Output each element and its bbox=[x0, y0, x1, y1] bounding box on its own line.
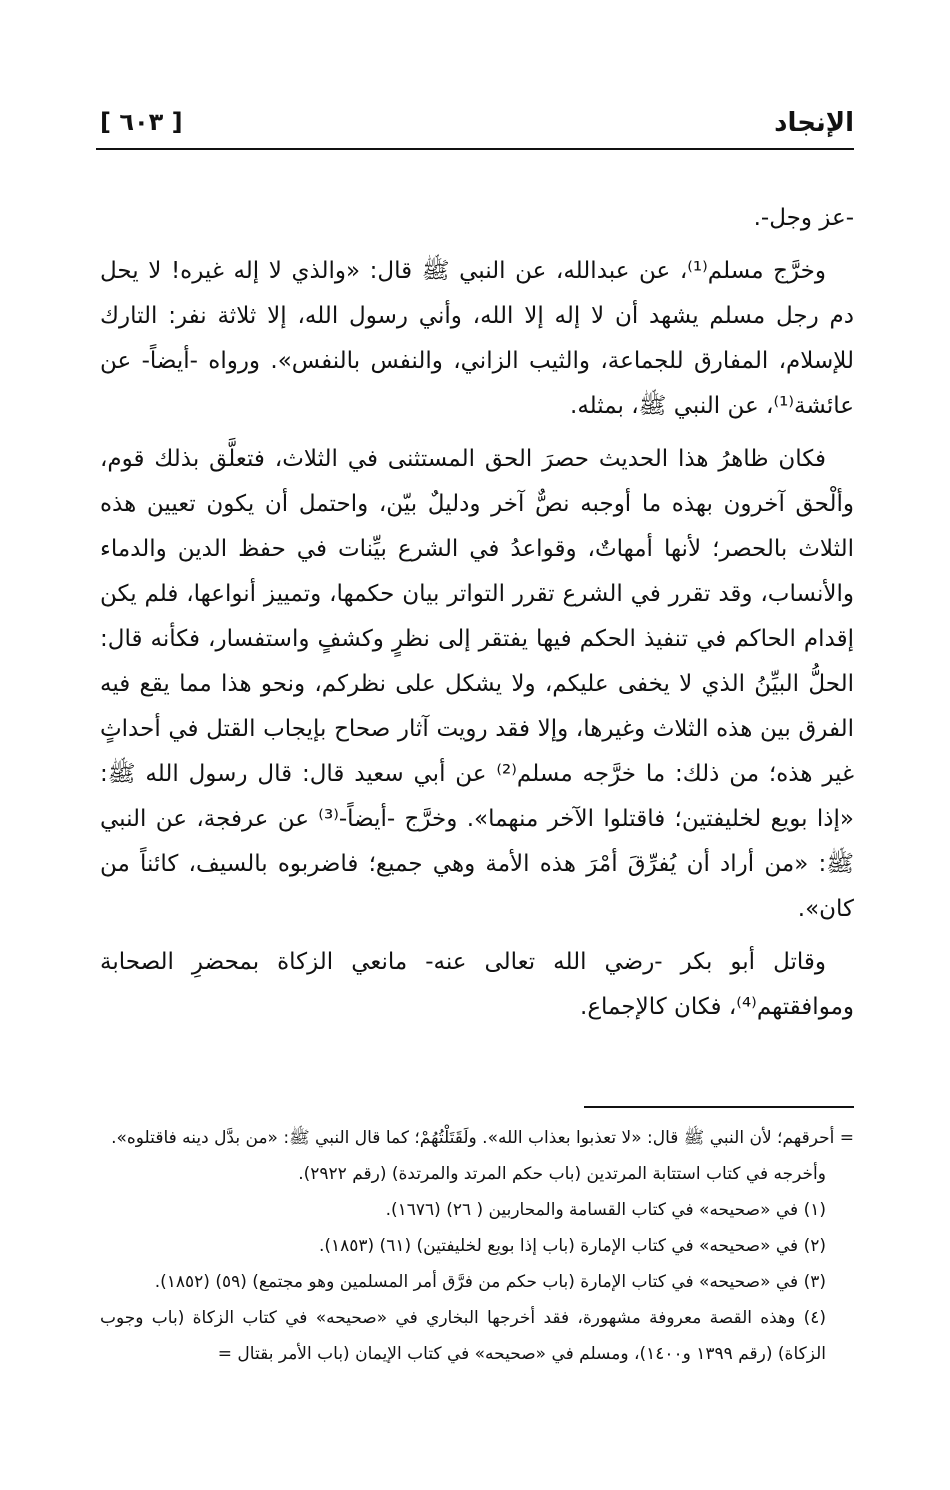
footnote-2: (٢) في «صحيحه» في كتاب الإمارة (باب إذا بويع لخليفتين) (٦١) (١٨٥٣). bbox=[318, 1236, 826, 1256]
header-divider bbox=[96, 148, 854, 150]
running-header bbox=[96, 104, 854, 150]
page-number: [ ٦٠٣ ] bbox=[100, 108, 183, 136]
paragraph-abu-bakr: وقاتل أبو بكر -رضي الله تعالى عنه- مانعي الزكاة بمحضرِ الصحابة وموافقتهم⁽⁴⁾، فكان كالإجماع. bbox=[100, 949, 854, 1020]
paragraph-discussion: فكان ظاهرُ هذا الحديث حصرَ الحق المستثنى في الثلاث، فتعلَّق بذلك قوم، وألْحق آخرون بهذه ما أوجبه نصٌّ آخر ودليلٌ بيّن، واحتمل أن يكون تعيين هذه الثلاث بالحصر؛ لأنها أمهاتٌ، وقواعدُ في الشرع بيِّنات في حفظ الدين والدماء والأنساب، وقد تقرر في الشرع تقرر التواتر بيان حكمها، وتمييز أنواعها، فلم يكن إقدام الحاكم في تنفيذ الحكم فيها يفتقر إلى نظرٍ وكشفٍ واستفسار، فكأنه قال: الحلُّ البيِّنُ الذي لا يخفى عليكم، ولا يشكل على نظركم، ونحو هذا مما يقع فيه الفرق بين هذه الثلاث وغيرها، وإلا فقد رويت آثار صحاح بإيجاب القتل في أحداثٍ غير هذه؛ من ذلك: ما خرَّجه مسلم⁽²⁾ عن أبي سعيد قال: قال رسول الله ﷺ: «إذا بويع لخليفتين؛ فاقتلوا الآخر منهما». وخرَّج -أيضاً-⁽³⁾ عن عرفجة، عن النبي ﷺ: «من أراد أن يُفرِّقَ أمْرَ هذه الأمة وهي جميع؛ فاضربوه بالسيف، كائناً من كان». bbox=[100, 446, 854, 922]
footnote-1: (١) في «صحيحه» في كتاب القسامة والمحاربين ( ٢٦) (١٦٧٦). bbox=[385, 1200, 826, 1220]
footnote-continuation: = أحرقهم؛ لأن النبي ﷺ قال: «لا تعذبوا بعذاب الله». ولَقَتَلْتُهُمْ؛ كما قال النبي ﷺ: «من بدَّل دينه فاقتلوه». bbox=[111, 1128, 854, 1148]
main-text bbox=[100, 196, 854, 1038]
paragraph-hadith-muslim: وخرَّج مسلم⁽¹⁾، عن عبدالله، عن النبي ﷺ قال: «والذي لا إله غيره! لا يحل دم رجل مسلم يشهد أن لا إله إلا الله، وأني رسول الله، إلا ثلاثة نفر: التارك للإسلام، المفارق للجماعة، والثيب الزاني، والنفس بالنفس». ورواه -أيضاً- عن عائشة⁽¹⁾، عن النبي ﷺ، بمثله. bbox=[100, 258, 854, 419]
footnote-continuation-2: وأخرجه في كتاب استتابة المرتدين (باب حكم المرتد والمرتدة) (رقم ٢٩٢٢). bbox=[298, 1164, 826, 1184]
footnote-3: (٣) في «صحيحه» في كتاب الإمارة (باب حكم من فرَّق أمر المسلمين وهو مجتمع) (٥٩) (١٨٥٢). bbox=[154, 1272, 826, 1292]
footnotes bbox=[100, 1120, 854, 1372]
running-header-title: الإنجاد bbox=[774, 108, 854, 138]
footnote-divider bbox=[584, 1106, 854, 1108]
paragraph-continuation: -عز وجل-. bbox=[753, 205, 854, 231]
footnote-4: (٤) وهذه القصة معروفة مشهورة، فقد أخرجها البخاري في «صحيحه» في كتاب الزكاة (باب وجوب الزكاة) (رقم ١٣٩٩ و١٤٠٠)، ومسلم في «صحيحه» في كتاب الإيمان (باب الأمر بقتال = bbox=[100, 1308, 826, 1364]
